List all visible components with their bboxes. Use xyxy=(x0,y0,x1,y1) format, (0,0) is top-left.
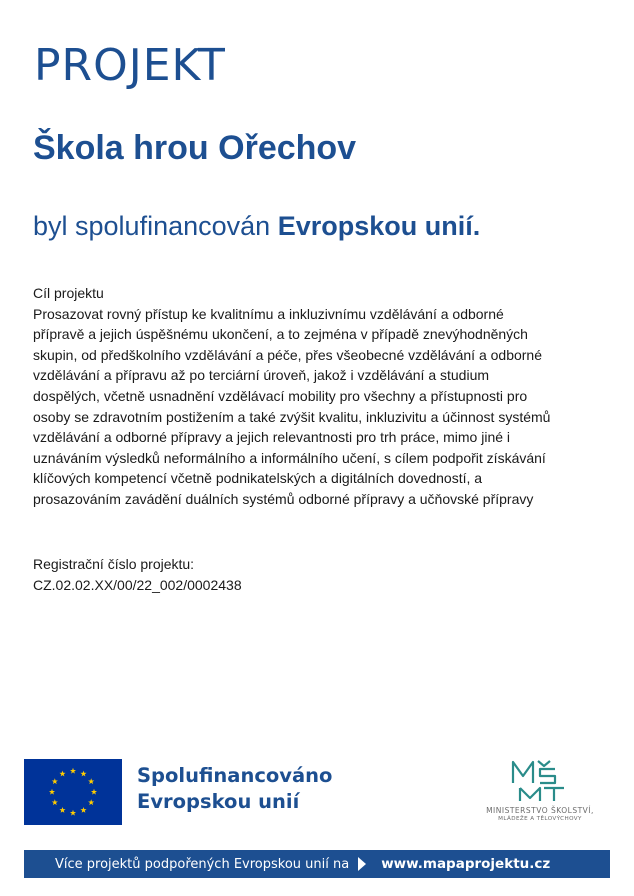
project-name: Škola hrou Ořechov xyxy=(33,129,357,167)
eu-text-line2: Evropskou unií xyxy=(137,790,300,813)
goal-line: klíčových kompetencí včetně podnikatelských a digitálních dovedností, a xyxy=(33,470,483,487)
goal-line: přípravě a jejich úspěšnému ukončení, a to zejména v případě znevýhodněných xyxy=(33,326,528,343)
map-banner xyxy=(24,850,610,878)
registration-number: CZ.02.02.XX/00/22_002/0002438 xyxy=(33,576,242,593)
logo-strip xyxy=(24,758,610,850)
goal-line: Prosazovat rovný přístup ke kvalitnímu a inkluzivnímu vzdělávání a odborné xyxy=(33,305,504,322)
goal-line: uznáváním výsledků neformálního a informálního učení, s cílem podpořit získávání xyxy=(33,449,546,466)
project-goal xyxy=(33,283,593,510)
heading-projekt: PROJEKT xyxy=(34,40,226,91)
goal-label: Cíl projektu xyxy=(33,285,104,301)
goal-line: dospělých, včetně usnadnění vzdělávací mobility pro všechny a přístupnosti pro xyxy=(33,387,528,404)
goal-line: prosazováním zavádění duálních systémů odborné přípravy a učňovské přípravy xyxy=(33,490,534,507)
goal-line: osoby se zdravotním postižením a také zvýšit kvalitu, inkluzivitu a účinnost systémů xyxy=(33,408,551,425)
arrow-right-icon xyxy=(357,857,367,871)
cofinanced-by: Evropskou unií. xyxy=(277,211,481,241)
banner-text: Více projektů podpořených Evropskou unií na xyxy=(55,856,350,872)
registration xyxy=(33,554,433,595)
eu-cofinanced-text xyxy=(137,763,332,815)
eu-flag-icon xyxy=(24,759,122,825)
goal-line: skupin, od předškolního vzdělávání a péče, přes všeobecné vzdělávání a odborné xyxy=(33,346,543,363)
registration-label: Registrační číslo projektu: xyxy=(33,556,195,572)
eu-text-line1: Spolufinancováno xyxy=(137,764,333,787)
msmt-logo xyxy=(470,758,610,830)
cofinanced-prefix: byl spolufinancován xyxy=(33,211,271,241)
goal-line: vzdělávání a odborné přípravy a jejich relevantnosti pro trh práce, mimo jiné i xyxy=(33,429,511,446)
msmt-mark-icon xyxy=(510,758,570,804)
msmt-name: MINISTERSTVO ŠKOLSTVÍ, xyxy=(486,806,594,815)
goal-line: vzdělávání a přípravu až po terciární úroveň, jakož i vzdělávání a studium xyxy=(33,367,490,384)
msmt-subname: MLÁDEŽE A TĚLOVÝCHOVY xyxy=(498,816,582,822)
cofinanced-statement xyxy=(33,212,480,242)
map-link[interactable]: www.mapaprojektu.cz xyxy=(381,856,551,872)
